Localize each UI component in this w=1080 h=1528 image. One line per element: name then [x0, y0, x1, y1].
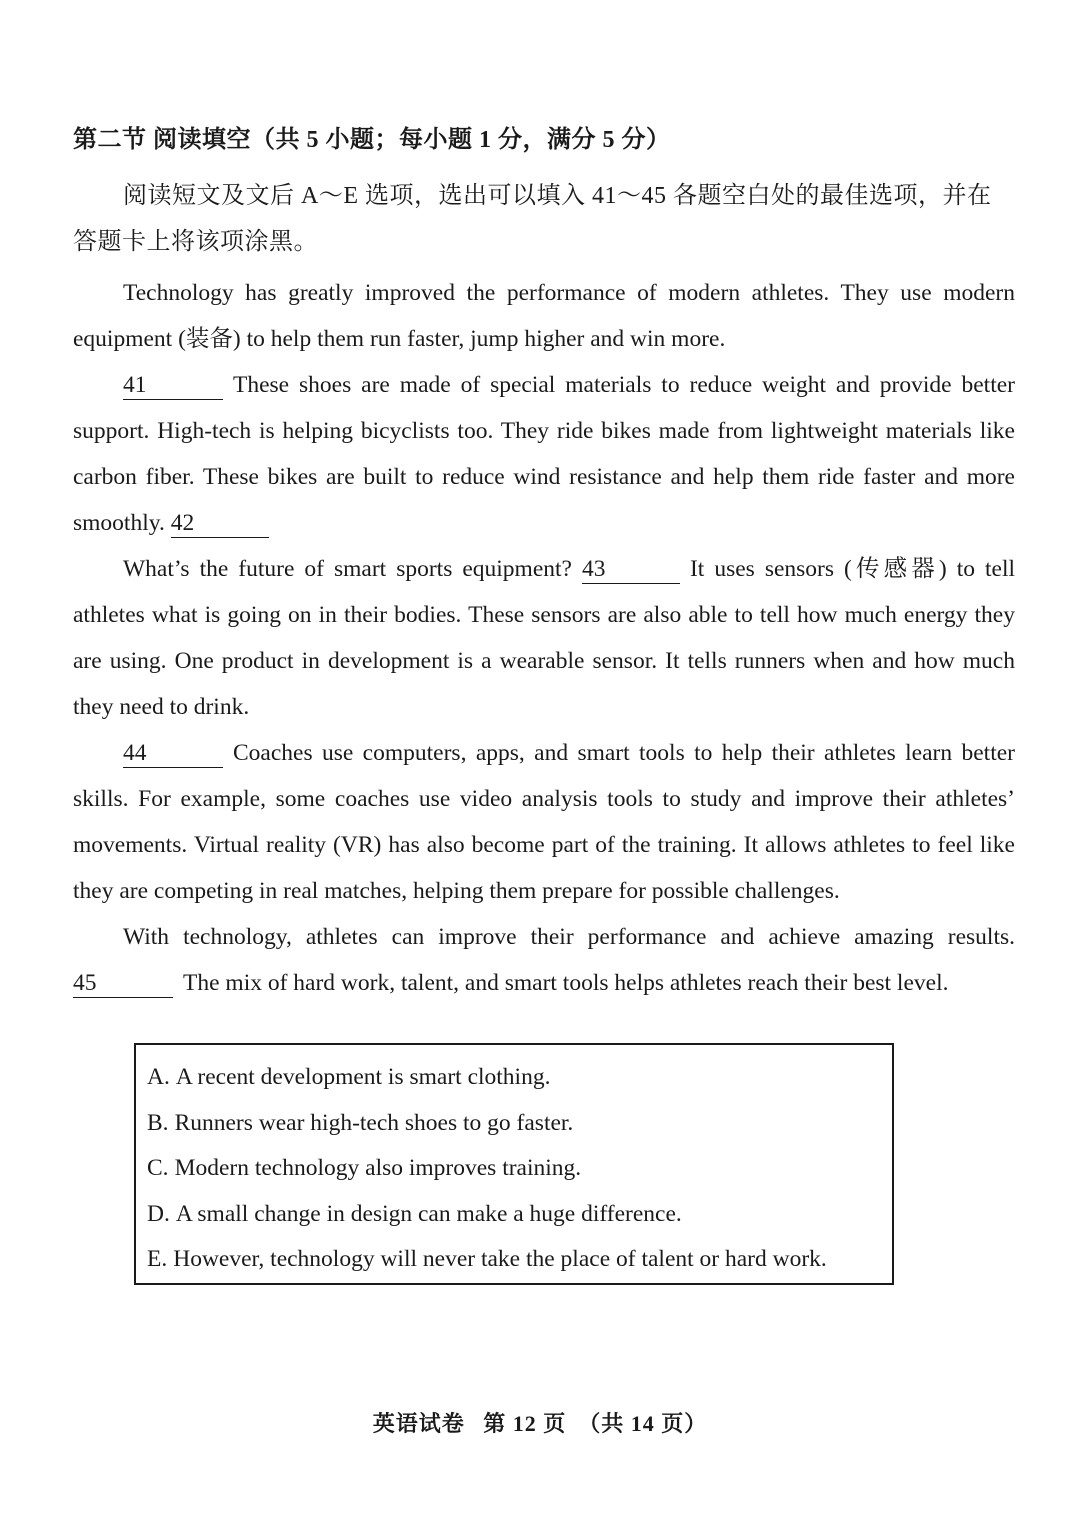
blank-45: 45: [73, 969, 173, 998]
passage-paragraph-1: Technology has greatly improved the performance of modern athletes. They use modern equipment (装备) to help them run faster, jump higher and win more.: [73, 280, 1015, 352]
option-text: Runners wear high-tech shoes to go faster.: [174, 1109, 574, 1136]
option-text: However, technology will never take the place of talent or hard work.: [173, 1246, 827, 1272]
option-b: [147, 1101, 892, 1147]
footer-total-pages: （共 14 页）: [578, 1411, 708, 1436]
option-text: A recent development is smart clothing.: [175, 1064, 551, 1090]
blank-44: 44: [123, 739, 223, 768]
footer-page-number: 第 12 页: [483, 1411, 567, 1436]
blank-42: 42: [171, 509, 269, 538]
passage-paragraph-4: [73, 730, 1015, 914]
paragraph-5-text-a: With technology, athletes can improve their performance and achieve amazing results.: [123, 924, 1015, 950]
paragraph-5-text-b: The mix of hard work, talent, and smart tools helps athletes reach their best level.: [183, 970, 949, 996]
page-footer: [0, 1408, 1080, 1440]
paragraph-2-text: These shoes are made of special materials to reduce weight and provide better support. High-tech is helping bicyclists too. They ride bikes made from lightweight materials like carbon fiber. These bikes are built to reduce wind resistance and help them ride faster and more smoothly.: [73, 372, 1015, 536]
option-text: A small change in design can make a huge difference.: [175, 1200, 682, 1227]
passage-paragraph-5: [73, 914, 1015, 1006]
option-c: [147, 1146, 892, 1192]
blank-43: 43: [582, 555, 680, 584]
section-title: 第二节 阅读填空（共 5 小题；每小题 1 分，满分 5 分）: [73, 127, 671, 153]
reading-passage: [73, 270, 1015, 1006]
option-d: [147, 1192, 892, 1238]
section-instructions: 阅读短文及文后 A～E 选项，选出可以填入 41～45 各题空白处的最佳选项，并在答题卡上将该项涂黑。: [73, 183, 992, 255]
option-letter: D.: [147, 1200, 170, 1227]
option-letter: B.: [147, 1109, 169, 1136]
option-letter: E.: [147, 1246, 168, 1272]
footer-subject: 英语试卷: [372, 1411, 465, 1436]
paragraph-3-text-b: It uses sensors (传感器) to tell athletes what is going on in their bodies. These sensors are also able to tell how much energy they are using. One product in development is a wearable sensor. It tells runners when and how much they need to drink.: [73, 556, 1015, 720]
options-box: [134, 1043, 894, 1285]
passage-paragraph-3: [73, 546, 1015, 730]
option-text: Modern technology also improves training.: [174, 1155, 582, 1181]
option-letter: C.: [147, 1155, 169, 1181]
passage-paragraph-2: [73, 362, 1015, 546]
option-e: [147, 1237, 892, 1283]
paragraph-3-text-a: What’s the future of smart sports equipment?: [123, 556, 572, 582]
option-letter: A.: [147, 1064, 170, 1090]
option-a: [147, 1055, 892, 1101]
paragraph-4-text: Coaches use computers, apps, and smart tools to help their athletes learn better skills. For example, some coaches use video analysis tools to study and improve their athletes’ movements. Virtual reality (VR) has also become part of the training. It allows athletes to feel like they are competing in real matches, helping them prepare for possible challenges.: [73, 740, 1015, 904]
blank-41: 41: [123, 371, 223, 400]
